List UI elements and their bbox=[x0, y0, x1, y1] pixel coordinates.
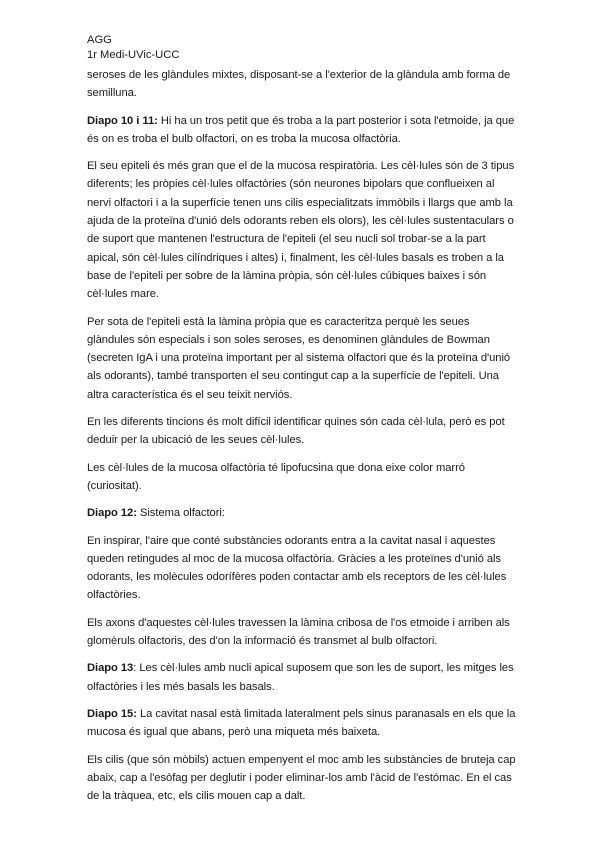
paragraph: Diapo 15: La cavitat nasal està limitada lateralment pels sinus paranasals en els que la mucosa és igual que abans, però una miqueta més baixeta. bbox=[87, 707, 516, 739]
document-page bbox=[87, 33, 517, 814]
paragraph: seroses de les glàndules mixtes, disposant-se a l'exterior de la glàndula amb forma de semilluna. bbox=[87, 69, 511, 100]
paragraph: En inspirar, l'aire que conté substàncies odorants entra a la cavitat nasal i aquestes queden retingudes al moc de la mucosa olfactòria. Gràcies a les proteïnes d'unió als odorants, les molècules odorífères poden contactar amb els receptors de les cèl·lules olfactòries. bbox=[87, 534, 507, 602]
paragraph: El seu epiteli és més gran que el de la mucosa respiratòria. Les cèl·lules són de 3 tipus diferents; les pròpies cèl·lules olfactòries (són neurones bipolars que conflueixen al nervi olfactori i a la superfície tenen uns cilis especialitzats immòbils i llargs que amb la ajuda de la proteïna d'unió dels odorants reben els olors), les cèl·lules sustentaculars o de suport que mantenen l'estructura de l'epiteli (el seu nucli sol trobar-se a la part apical, són cèl·lules cilíndriques i altes) i, finalment, les cèl·lules basals es troben a la base de l'epiteli per sobre de la làmina pròpia, són cèl·lules cúbiques baixes i són cèl·lules mare. bbox=[87, 160, 515, 301]
paragraph: Les cèl·lules de la mucosa olfactòria té lipofucsina que dona eixe color marró (curiositat). bbox=[87, 461, 465, 492]
slide-reference: Diapo 15: bbox=[87, 707, 137, 720]
document-header bbox=[87, 33, 517, 63]
slide-reference: Diapo 12: bbox=[87, 507, 137, 520]
paragraph: Els axons d'aquestes cèl·lules travessen la làmina cribosa de l'os etmoide i arriben als glomèruls olfactoris, des d'on la informació és transmet al bulb olfactori. bbox=[87, 616, 510, 648]
paragraph: Diapo 13: Les cèl·lules amb nucli apical suposem que son les de suport, les mitges les olfactòries i les més basals les basals. bbox=[87, 662, 514, 693]
paragraph: Diapo 12: Sistema olfactori: bbox=[87, 507, 225, 520]
paragraph: Diapo 10 i 11: Hi ha un tros petit que és troba a la part posterior i sota l'etmoide, ja que és on es troba el bulb olfactori, on es troba la mucosa olfactòria. bbox=[87, 114, 515, 145]
paragraph: Per sota de l'epiteli està la làmina pròpia que es caracteritza perquè les seues glàndules són especials i son soles seroses, es denominen glàndules de Bowman (secreten IgA i una proteïna important per al sistema olfactori que és la proteïna d'unió als odorants), també transporten el seu contingut cap a la superfície de l'epiteli. Una altra característica és el seu teixit nerviós. bbox=[87, 315, 511, 401]
slide-reference: Diapo 10 i 11: bbox=[87, 114, 158, 127]
author-initials: AGG bbox=[87, 34, 112, 46]
paragraph: En les diferents tincions és molt difícil identificar quines són cada cèl·lula, però es pot deduir per la ubicació de les seues cèl·lules. bbox=[87, 416, 505, 447]
paragraph: Els cilis (que són mòbils) actuen empenyent el moc amb les substàncies de bruteja cap abaix, cap a l'esòfag per deglutir i poder eliminar-los amb l'àcid de l'estómac. En el cas de la tràquea, etc, els cilis mouen cap a dalt. bbox=[87, 753, 516, 803]
slide-reference: Diapo 13 bbox=[87, 662, 134, 675]
course-label: 1r Medi-UVic-UCC bbox=[87, 49, 180, 61]
